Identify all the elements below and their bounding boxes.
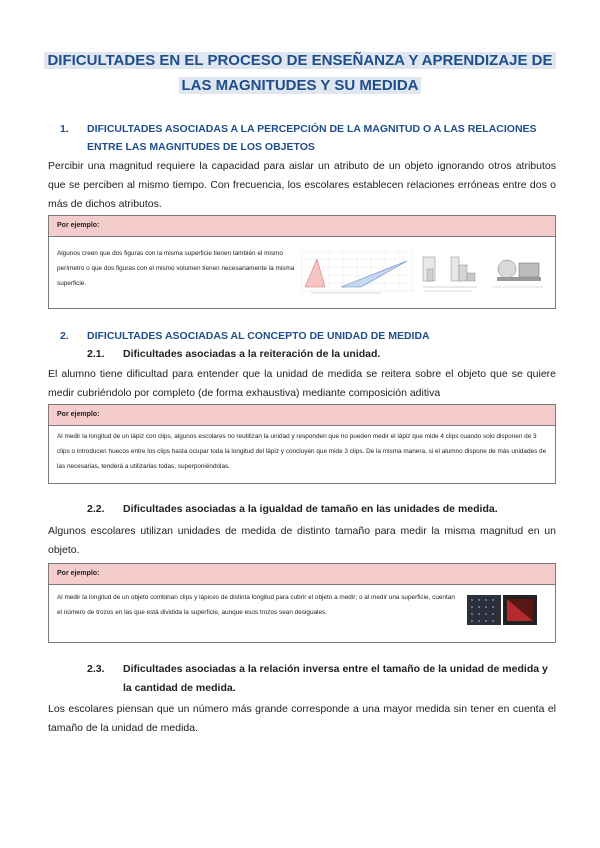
section-1-heading bbox=[60, 120, 560, 156]
title-line-2: LAS MAGNITUDES Y SU MEDIDA bbox=[179, 77, 422, 94]
surface-pieces-figure bbox=[467, 595, 537, 625]
section-2-heading bbox=[60, 327, 560, 345]
example-text: Al medir la longitud de un objeto combinan clips y lápices de distinta longitud para cubrir el objeto a medir; o al medir una superficie, cuentan el número de trozos en las que está dividida la superficie, aunque esos trozos sean desiguales. bbox=[57, 594, 455, 616]
example-label: Por ejemplo: bbox=[49, 405, 555, 426]
subsection-2-1-title: Dificultades asociadas a la reiteración de la unidad. bbox=[123, 348, 381, 360]
subsection-2-3-paragraph: Los escolares piensan que un número más grande corresponde a una mayor medida sin tener en cuenta el tamaño de la unidad de medida. bbox=[48, 703, 556, 734]
triangles-figure bbox=[301, 251, 413, 295]
page-title bbox=[0, 48, 600, 98]
section-1-number: 1. bbox=[60, 123, 69, 135]
section-1-paragraph: Percibir una magnitud requiere la capacidad para aislar un atributo de un objeto ignorando otros atributos que se perciben al mismo tiempo. Con frecuencia, los escolares establecen relaciones erróneas entre dos o más de dichos atributos. bbox=[48, 160, 556, 210]
example-text: Algunos creen que dos figuras con la misma superficie tienen también el mismo perímetro o que dos figuras con el mismo volumen tienen necesariamente la misma superficie. bbox=[57, 250, 295, 287]
subsection-2-3-number: 2.3. bbox=[87, 663, 105, 675]
section-1-title: DIFICULTADES ASOCIADAS A LA PERCEPCIÓN DE LA MAGNITUD O A LAS RELACIONES ENTRE LAS MAGNITUDES DE LOS OBJETOS bbox=[87, 123, 537, 153]
section-2-number: 2. bbox=[60, 330, 69, 342]
subsection-2-2-paragraph: Algunos escolares utilizan unidades de medida de distinto tamaño para medir la misma magnitud en un objeto. bbox=[48, 525, 556, 556]
blocks-figure bbox=[421, 249, 479, 299]
example-label: Por ejemplo: bbox=[49, 564, 555, 585]
example-label: Por ejemplo: bbox=[49, 216, 555, 237]
subsection-2-1-heading bbox=[87, 345, 557, 364]
subsection-2-2-heading bbox=[87, 500, 557, 519]
subsection-2-1-paragraph: El alumno tiene dificultad para entender que la unidad de medida se reitera sobre el objeto que se quiere medir cubriéndolo por completo (de forma exhaustiva) mediante composición aditiva bbox=[48, 368, 556, 399]
subsection-2-3-title: Dificultades asociadas a la relación inversa entre el tamaño de la unidad de medida y la cantidad de medida. bbox=[123, 663, 548, 694]
subsection-2-2-title: Dificultades asociadas a la igualdad de tamaño en las unidades de medida. bbox=[123, 503, 498, 515]
section-2-title: DIFICULTADES ASOCIADAS AL CONCEPTO DE UNIDAD DE MEDIDA bbox=[87, 330, 430, 342]
title-line-1: DIFICULTADES EN EL PROCESO DE ENSEÑANZA Y APRENDIZAJE DE bbox=[44, 52, 555, 69]
example-text: Al medir la longitud de un lápiz con clips, algunos escolares no reutilizan la unidad y responden que no pueden medir el lápiz que mide 4 clips cuando solo disponen de 3 clips o introducen huecos entre los clips hasta ocupar toda la longitud del lápiz y concluyen que mide 3 clips. De la misma manera, si el alumno dispone de más unidades de las necesarias, tenderá a utilizarlas todas, superponiéndolas. bbox=[57, 433, 547, 470]
example-box-3 bbox=[48, 563, 556, 643]
subsection-2-1-number: 2.1. bbox=[87, 348, 105, 360]
example-box-1 bbox=[48, 215, 556, 309]
volume-figure bbox=[487, 249, 549, 293]
example-box-2 bbox=[48, 404, 556, 484]
subsection-2-2-number: 2.2. bbox=[87, 503, 105, 515]
subsection-2-3-heading bbox=[87, 660, 557, 698]
